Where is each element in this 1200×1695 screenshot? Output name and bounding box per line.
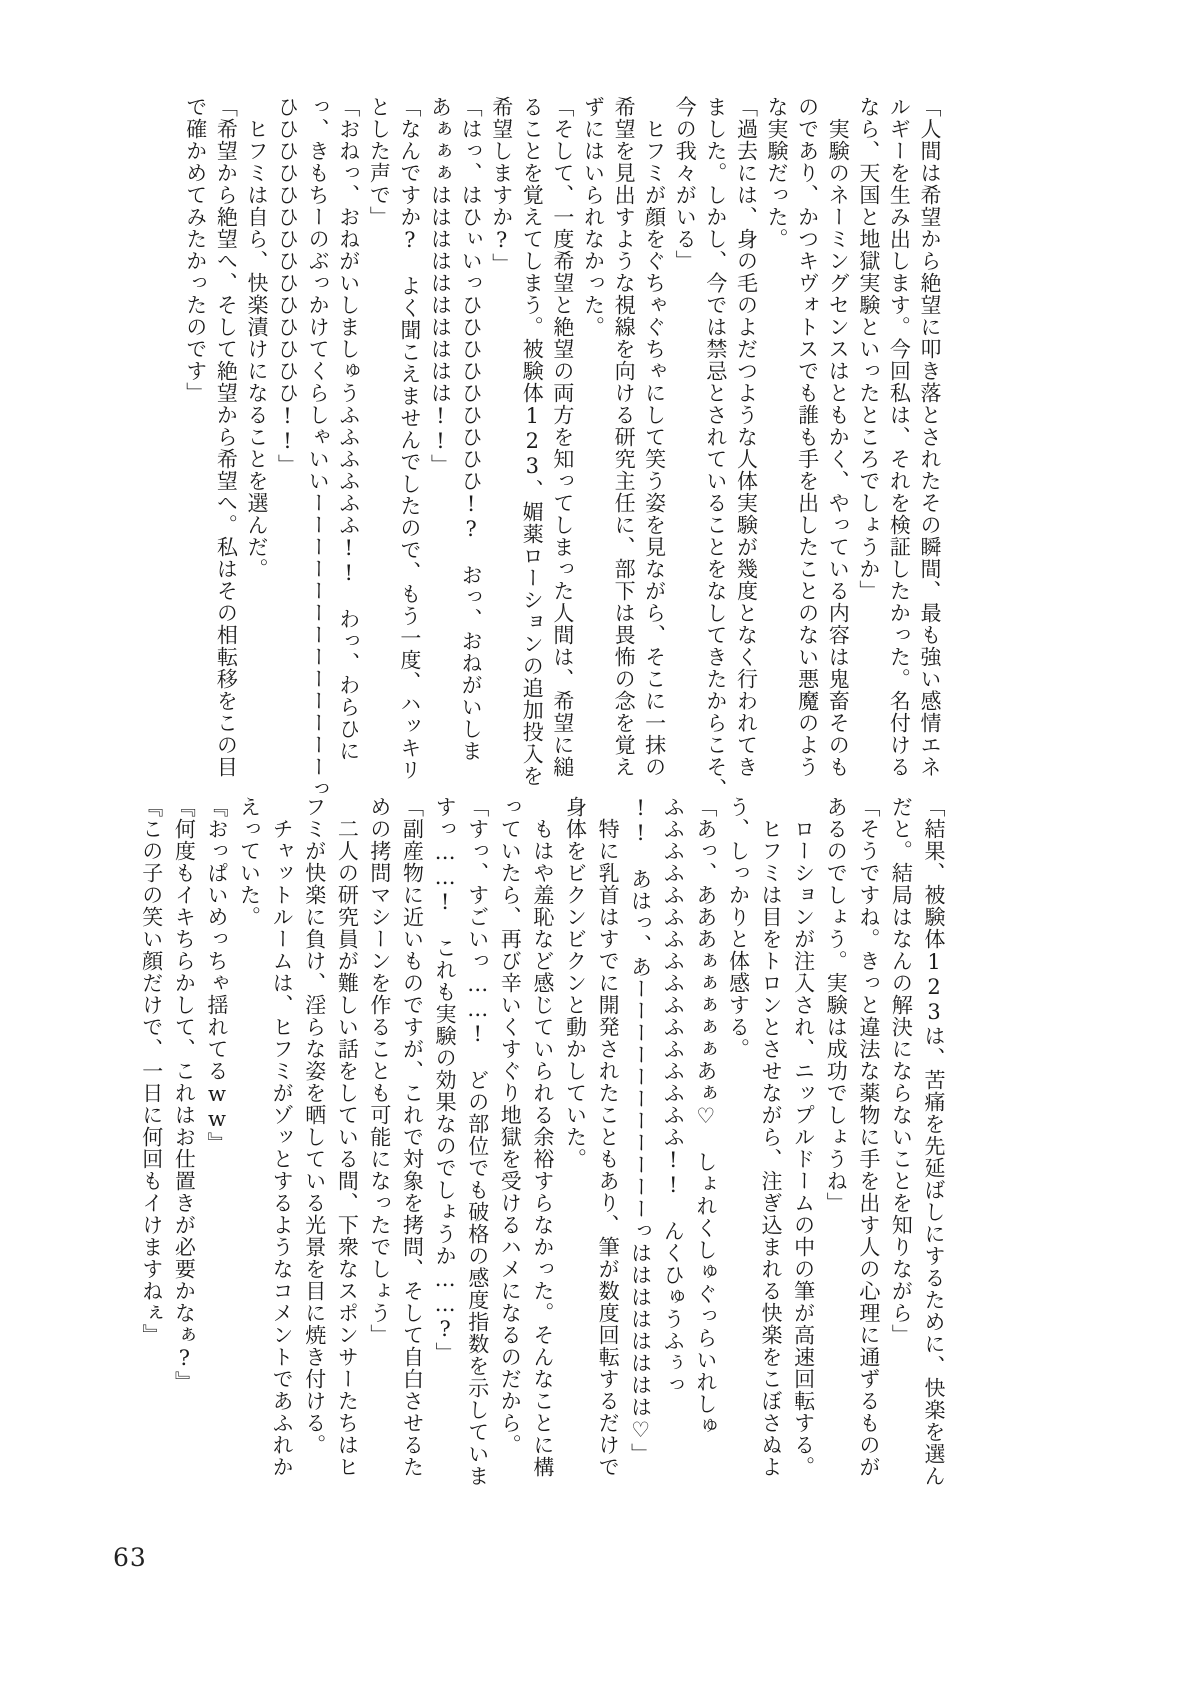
text-column: で確かめてみたかったのです」 bbox=[183, 96, 208, 404]
text-column: 「なんですか? よく聞こえませんでしたので、もう一度、ハッキリ bbox=[397, 96, 422, 781]
text-column: ひひひひひひひひひひひひひひ!!」 bbox=[275, 96, 300, 476]
text-column: 「結果、被験体123は、苦痛を先延ばしにするために、快楽を選ん bbox=[922, 796, 946, 1487]
text-column: 「そうですね。きっと違法な薬物に手を出す人の心理に通ずるものが bbox=[856, 796, 881, 1478]
text-column: あぁぁぁはははははははははは!!」 bbox=[428, 96, 453, 476]
text-column: あるのでしょう。実験は成功でしょうね」 bbox=[824, 796, 849, 1214]
text-column: もはや羞恥など感じていられる余裕すらなかった。そんなことに構 bbox=[530, 796, 555, 1478]
text-column: 今の我々がいる」 bbox=[673, 96, 698, 272]
bottom-text-block bbox=[135, 796, 950, 1486]
text-column: 「人間は希望から絶望に叩き落とされたその瞬間、最も強い感情エネ bbox=[918, 96, 942, 778]
text-column: ふふふふふふふふふふふふふふふふ!! んくひゅうふぅっ bbox=[661, 796, 686, 1396]
text-column: チャットルームは、ヒフミがゾッとするようなコメントであふれか bbox=[270, 796, 295, 1478]
text-column: !! あはっ、あーーーーーーーーーーーっはははははははは♡」 bbox=[628, 796, 653, 1465]
text-column: 『この子の笑い顔だけで、一日に何回もイけますねぇ』 bbox=[139, 796, 164, 1346]
text-column: 「すっ、すごいっ……! どの部位でも破格の感度指数を示していま bbox=[465, 796, 490, 1487]
text-column: のであり、かつキヴォトスでも誰も手を出したことのない悪魔のよう bbox=[795, 96, 820, 778]
page-number: 63 bbox=[113, 1543, 147, 1572]
text-column: 実験のネーミングセンスはともかく、やっている内容は鬼畜そのも bbox=[826, 96, 851, 778]
text-column: な実験だった。 bbox=[765, 96, 790, 250]
text-column: う、しっかりと体感する。 bbox=[726, 796, 751, 1060]
text-column: 「おねっ、おねがいしましゅうふふふふふふ!! わっ、わらひに bbox=[336, 96, 361, 762]
text-column: ることを覚えてしまう。被験体123、媚薬ローションの追加投入を bbox=[520, 96, 545, 787]
text-column: ヒフミは目をトロンとさせながら、注ぎ込まれる快楽をこぼさぬよ bbox=[759, 796, 784, 1478]
text-column: フミが快楽に負け、淫らな姿を晒している光景を目に焼き付ける。 bbox=[302, 796, 327, 1456]
text-column: ヒフミは自ら、快楽漬けになることを選んだ。 bbox=[244, 96, 269, 580]
text-column: ヒフミが顔をぐちゃぐちゃにして笑う姿を見ながら、そこに一抹の bbox=[642, 96, 667, 778]
text-column: っていたら、再び辛いくすぐり地獄を受けるハメになるのだから。 bbox=[498, 796, 523, 1456]
text-column: なら、天国と地獄実験といったところでしょうか」 bbox=[856, 96, 881, 602]
text-column: ローションが注入され、ニップルドームの中の筆が高速回転する。 bbox=[791, 796, 816, 1478]
text-column: 「希望から絶望へ、そして絶望から希望へ。私はその相転移をこの目 bbox=[214, 96, 239, 778]
text-column: 「過去には、身の毛のよだつような人体実験が幾度となく行われてき bbox=[734, 96, 759, 778]
text-column: 「はっ、はひぃいっひひひひひひひひひ!? おっ、おねがいしま bbox=[459, 96, 484, 762]
text-column: 『おっぱいめっちゃ揺れてるww』 bbox=[204, 796, 229, 1154]
text-column: 「副産物に近いものですが、これで対象を拷問、そして自白させるた bbox=[400, 796, 425, 1478]
text-column: 「あっ、あああぁぁぁぁぁあぁ♡ しょれくしゅぐっらいれしゅ bbox=[693, 796, 718, 1437]
text-column: 身体をビクンビクンと動かしていた。 bbox=[563, 796, 588, 1170]
text-column: えっていた。 bbox=[237, 796, 262, 928]
text-column: 二人の研究員が難しい話をしている間、下衆なスポンサーたちはヒ bbox=[335, 796, 360, 1478]
text-column: 希望を見出すような視線を向ける研究主任に、部下は畏怖の念を覚え bbox=[612, 96, 637, 778]
text-column: 『何度もイキちらかして、これはお仕置きが必要かなぁ?』 bbox=[172, 796, 197, 1393]
text-column: っ、きもちーのぶっかけてくらしゃいいーーーーーーーーーーーーーっ bbox=[306, 96, 331, 800]
text-column: ルギーを生み出します。今回私は、それを検証したかった。名付ける bbox=[887, 96, 912, 778]
text-column: とした声で」 bbox=[367, 96, 392, 228]
text-column: すっ……! これも実験の効果なのでしょうか……?」 bbox=[433, 796, 458, 1364]
text-column: ずにはいられなかった。 bbox=[581, 96, 606, 338]
top-text-block bbox=[180, 96, 945, 800]
text-column: ました。しかし、今では禁忌とされていることをなしてきたからこそ、 bbox=[703, 96, 728, 800]
text-column: 希望しますか?」 bbox=[489, 96, 514, 275]
text-column: 特に乳首はすでに開発されたこともあり、筆が数度回転するだけで bbox=[596, 796, 621, 1478]
text-column: めの拷問マシーンを作ることも可能になったでしょう」 bbox=[367, 796, 392, 1346]
text-column: 「そして、一度希望と絶望の両方を知ってしまった人間は、希望に縋 bbox=[550, 96, 575, 778]
text-column: だと。結局はなんの解決にならないことを知りながら」 bbox=[889, 796, 914, 1346]
